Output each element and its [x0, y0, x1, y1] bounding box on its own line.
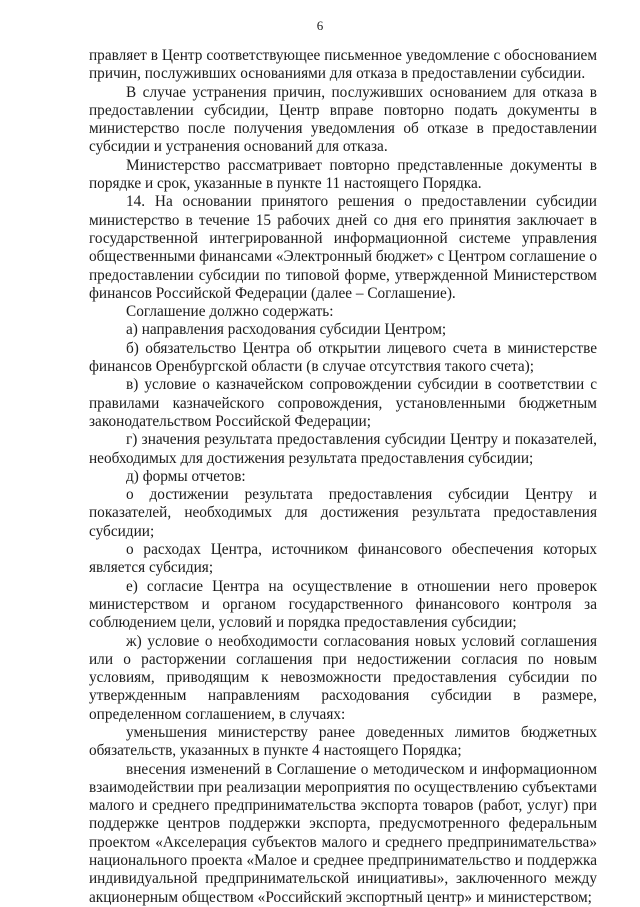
paragraph-report-results: о достижении результата предоставления субсидии Центру и показателей, необходимых для достижения результата предоставления субсидии;	[89, 486, 597, 540]
page-number: 6	[316, 18, 324, 33]
paragraph-limits-reduction: уменьшения министерству ранее доведенных лимитов бюджетных обязательств, указанных в пункте 4 настоящего Порядка;	[89, 723, 597, 760]
paragraph-item-14: 14. На основании принятого решения о предоставлении субсидии министерство в течение 15 рабочих дней со дня его принятия заключает в государственной интегрированной информационной системе управления общественными финансами «Электронный бюджет» с Центром соглашение о предоставлении субсидии по типовой форме, утвержденной Министерством финансов Российской Федерации (далее – Соглашение).	[89, 193, 597, 302]
paragraph-item-e: е) согласие Центра на осуществление в отношении него проверок министерством и органом государственного финансового контроля за соблюдением цели, условий и порядка предоставления субсидии;	[89, 577, 597, 632]
paragraph-item-a: а) направления расходования субсидии Центром;	[126, 321, 447, 339]
paragraph-item-d: д) формы отчетов:	[126, 467, 246, 485]
paragraph-item-zh: ж) условие о необходимости согласования новых условий соглашения или о расторжении соглашения при недостижении согласия по новым условиям, приводящим к невозможности предоставления субсидии по утвержденным направлениям расходования субсидии в размере, определенном соглашением, в случаях:	[89, 632, 597, 723]
document-body	[89, 47, 597, 907]
paragraph-review: Министерство рассматривает повторно представленные документы в порядке и срок, указанные в пункте 11 настоящего Порядка.	[89, 156, 597, 193]
paragraph-report-expenses: о расходах Центра, источником финансового обеспечения которых является субсидия;	[89, 541, 597, 577]
paragraph-item-b: б) обязательство Центра об открытии лицевого счета в министерстве финансов Оренбургской области (в случае отсутствия такого счета);	[89, 339, 597, 376]
paragraph-amendments: внесения изменений в Соглашение о методическом и информационном взаимодействии при реализации мероприятия по осуществлению субъектами малого и среднего предпринимательства экспорта товаров (работ, услуг) при поддержке центров поддержки экспорта, предусмотренного федеральным проектом «Акселерация субъектов малого и среднего предпринимательства» национального проекта «Малое и среднее предпринимательство и поддержка индивидуальной предпринимательской инициативы», заключенного между акционерным обществом «Российский экспортный центр» и министерством;	[89, 760, 597, 906]
paragraph-item-v: в) условие о казначейском сопровождении субсидии в соответствии с правилами казначейского сопровождения, установленными бюджетным законодательством Российской Федерации;	[89, 376, 597, 430]
paragraph-item-g: г) значения результата предоставления субсидии Центру и показателей, необходимых для достижения результата предоставления субсидии;	[89, 431, 597, 467]
paragraph-agreement-contents: Соглашение должно содержать:	[126, 303, 334, 321]
paragraph-resubmission: В случае устранения причин, послуживших основанием для отказа в предоставлении субсидии, Центр вправе повторно подать документы в министерство после получения уведомления об отказе в предоставлении субсидии и устранения оснований для отказа.	[89, 83, 597, 156]
paragraph-continuation: правляет в Центр соответствующее письменное уведомление с обоснованием причин, послуживших основаниями для отказа в предоставлении субсидии.	[89, 47, 597, 83]
